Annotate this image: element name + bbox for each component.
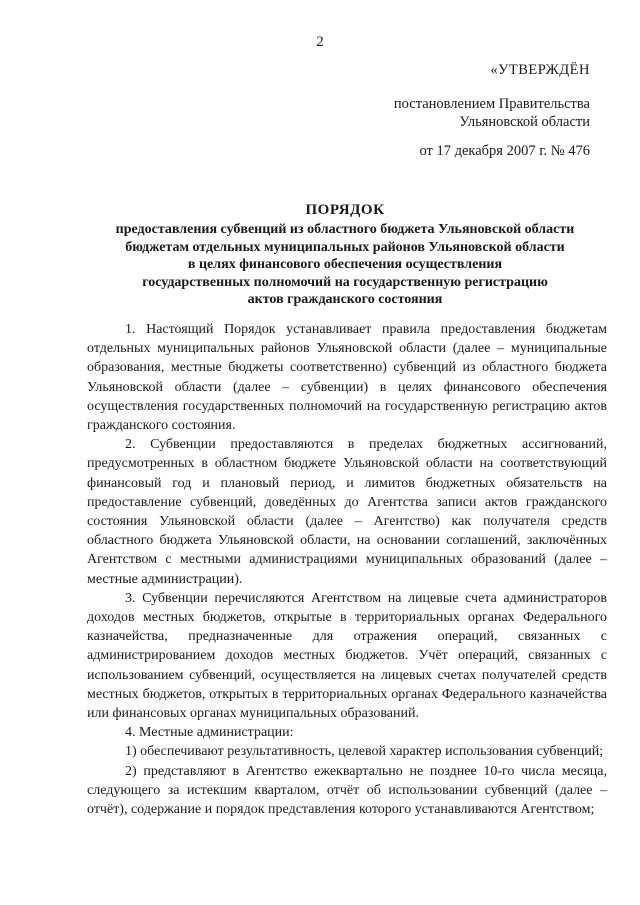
title-line: в целях финансового обеспечения осуществления	[187, 257, 503, 273]
approval-date: от 17 декабря 2007 г. № 476	[419, 143, 590, 159]
paragraph-2: 2. Субвенции предоставляются в пределах бюджетных ассигнований, предусмотренных в областном бюджете Ульяновской области на соответствующий финансовый год и плановый период, и лимитов бюджетных обязательств на предоставление субвенций, доведённых до Агентства записи актов гражданского состояния Ульяновской области (далее – Агентство) как получателя средств областного бюджета Ульяновской области, на основании соглашений, заключённых Агентством с местными администрациями муниципальных образований (далее – местные администрации).	[87, 437, 607, 587]
page-number: 2	[316, 34, 324, 50]
approval-decree	[300, 95, 590, 131]
title-line: актов гражданского состояния	[247, 292, 443, 308]
approval-decree-line: постановлением Правительства	[393, 96, 590, 112]
paragraph-4-item-2: 2) представляют в Агентство ежеквартально не позднее 10-го числа месяца, следующего за истекшим кварталом, отчёт об использовании субвенций (далее – отчёт), содержание и порядок представления которого устанавливаются Агентством;	[87, 763, 607, 818]
approval-region-line: Ульяновской области	[459, 114, 590, 130]
approval-stamp: «УТВЕРЖДЁН	[490, 62, 590, 78]
title-main: ПОРЯДОК	[305, 202, 385, 218]
title-line: предоставления субвенций из областного бюджета Ульяновской области	[115, 222, 575, 238]
title-line: государственных полномочий на государственную регистрацию	[142, 274, 548, 290]
paragraph-3: 3. Субвенции перечисляются Агентством на лицевые счета администраторов доходов местных бюджетов, открытые в территориальных органах Федерального казначейства, предназначенные для отражения операций, связанных с администрированием доходов местных бюджетов. Учёт операций, связанных с использованием субвенций, осуществляется на лицевых счетах получателей средств местных бюджетов, открытых в территориальных органах Федерального казначейства или финансовых органах муниципальных образований.	[87, 590, 607, 722]
paragraph-4: 4. Местные администрации:	[125, 725, 294, 741]
title-line: бюджетам отдельных муниципальных районов Ульяновской области	[125, 239, 565, 255]
paragraph-1: 1. Настоящий Порядок устанавливает правила предоставления бюджетам отдельных муниципальных районов Ульяновской области (далее – муниципальные образования, местные бюджеты соответственно) субвенций из областного бюджета Ульяновской области (далее – субвенции) в целях финансового обеспечения осуществления государственных полномочий на государственную регистрацию актов гражданского состояния.	[87, 322, 607, 434]
document-title	[80, 202, 610, 308]
paragraph-4-item-1: 1) обеспечивают результативность, целевой характер использования субвенций;	[125, 744, 604, 760]
document-body	[87, 320, 607, 819]
